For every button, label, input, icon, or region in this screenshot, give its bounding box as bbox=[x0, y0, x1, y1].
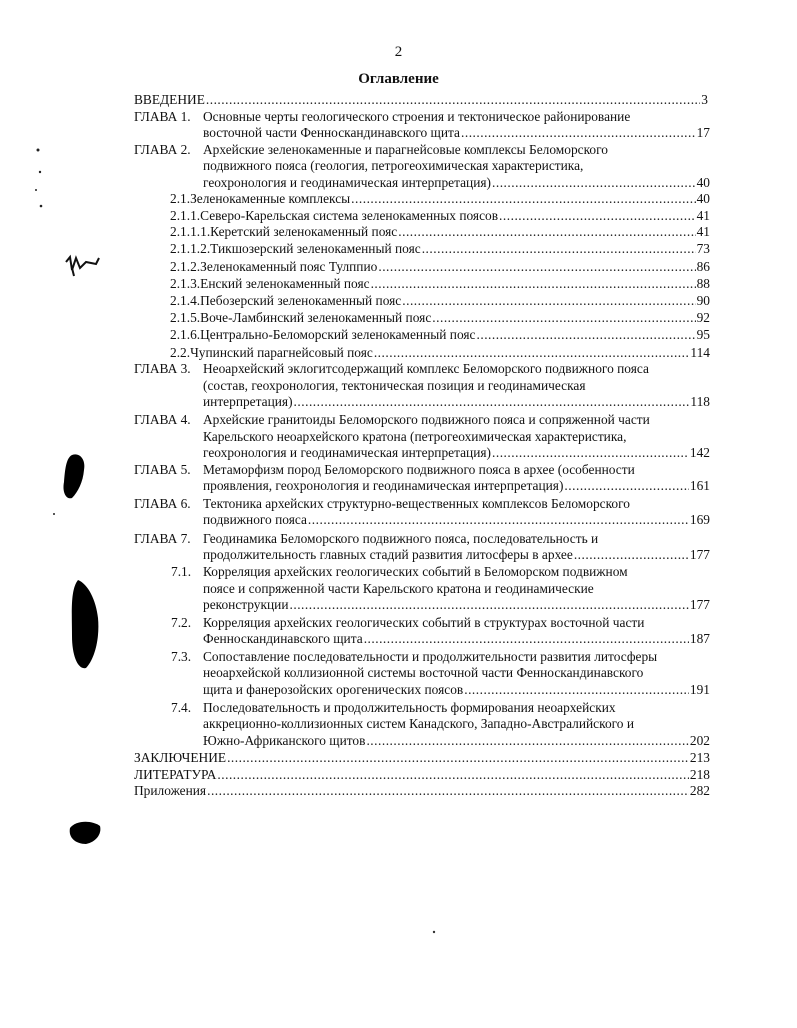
toc-entry-7-1[interactable] bbox=[203, 597, 710, 613]
toc-page-number: 17 bbox=[696, 125, 710, 140]
toc-entry-label: Керетский зеленокаменный пояс bbox=[210, 224, 398, 239]
toc-entry-text: подвижного пояса (геология, петрогеохимическая характеристика, bbox=[203, 158, 584, 173]
leader-dots bbox=[207, 783, 689, 799]
toc-section-number: 2.1.1.2. bbox=[170, 241, 211, 256]
leader-dots bbox=[564, 478, 688, 494]
toc-entry-text: Архейские гранитоиды Беломорского подвижного пояса и сопряженной части bbox=[203, 412, 650, 427]
leader-dots bbox=[464, 682, 689, 698]
toc-chapter-number: ГЛАВА 6. bbox=[134, 496, 191, 511]
toc-entry-text: Корреляция архейских геологических событий в структурах восточной части bbox=[203, 615, 645, 630]
toc-page-number: 73 bbox=[696, 241, 710, 256]
toc-page-number: 202 bbox=[689, 733, 710, 748]
toc-entry-label: щита и фанерозойских орогенических поясов bbox=[203, 682, 464, 697]
toc-section-number: 2.1.5. bbox=[170, 310, 201, 325]
leader-dots bbox=[206, 92, 700, 108]
toc-section-number: 2.1.2. bbox=[170, 259, 201, 274]
toc-section-number: 2.1.6. bbox=[170, 327, 201, 342]
toc-entry-ch1[interactable] bbox=[203, 125, 710, 141]
toc-section-number: 2.1.1.1. bbox=[170, 224, 211, 239]
toc-section-number: 7.4. bbox=[171, 700, 192, 715]
toc-entry-conclusion[interactable] bbox=[134, 750, 710, 766]
toc-entry-text: аккреционно-коллизионных систем Канадского, Западно-Австралийского и bbox=[203, 716, 635, 731]
toc-entry-label: Северо-Карельская система зеленокаменных поясов bbox=[200, 208, 499, 223]
toc-entry-label: интерпретация) bbox=[203, 394, 293, 409]
toc-entry-label: Пебозерский зеленокаменный пояс bbox=[200, 293, 402, 308]
toc-entry-text: Геодинамика Беломорского подвижного пояса, последовательность и bbox=[203, 531, 599, 546]
toc-entry-text: Сопоставление последовательности и продолжительности развития литосферы bbox=[203, 649, 658, 664]
leader-dots bbox=[422, 241, 696, 257]
leader-dots bbox=[308, 512, 689, 528]
speck bbox=[35, 189, 37, 191]
toc-entry-7-2[interactable] bbox=[203, 631, 710, 647]
toc-entry-text: Метаморфизм пород Беломорского подвижного пояса в архее (особенности bbox=[203, 462, 635, 477]
toc-entry-text: поясе и сопряженной части Карельского кратона и геодинамические bbox=[203, 581, 594, 596]
speck bbox=[53, 513, 55, 515]
toc-entry-label: реконструкции bbox=[203, 597, 289, 612]
leader-dots bbox=[492, 445, 689, 461]
leader-dots bbox=[492, 175, 696, 191]
leader-dots bbox=[477, 327, 696, 343]
margin-scribble bbox=[66, 257, 99, 276]
toc-entry-ch3[interactable] bbox=[203, 394, 710, 410]
toc-entry-intro[interactable] bbox=[134, 92, 708, 108]
toc-page-number: 187 bbox=[689, 631, 710, 646]
toc-page-number: 142 bbox=[689, 445, 710, 460]
leader-dots bbox=[499, 208, 696, 224]
leader-dots bbox=[402, 293, 695, 309]
toc-page-number: 177 bbox=[689, 597, 710, 612]
toc-entry-label: геохронология и геодинамическая интерпретация) bbox=[203, 445, 491, 460]
toc-entry-label: продолжительность главных стадий развития литосферы в архее bbox=[203, 547, 573, 562]
leader-dots bbox=[366, 733, 688, 749]
leader-dots bbox=[378, 259, 695, 275]
toc-entry-text: Последовательность и продолжительность формирования неоархейских bbox=[203, 700, 616, 715]
toc-entry-literature[interactable] bbox=[134, 767, 710, 783]
toc-page-number: 41 bbox=[696, 224, 710, 239]
toc-entry-7-3[interactable] bbox=[203, 682, 710, 698]
ink-blot-3 bbox=[70, 822, 101, 844]
toc-page-number: 86 bbox=[696, 259, 710, 274]
toc-entry-label: геохронология и геодинамическая интерпретация) bbox=[203, 175, 491, 190]
toc-entry-ch6[interactable] bbox=[203, 512, 710, 528]
toc-entry-label: Воче-Ламбинский зеленокаменный пояс bbox=[200, 310, 432, 325]
leader-dots bbox=[398, 224, 695, 240]
toc-entry-2-1-5[interactable] bbox=[170, 310, 710, 326]
toc-page-number: 92 bbox=[696, 310, 710, 325]
toc-section-number: 2.1. bbox=[170, 191, 191, 206]
toc-page-number: 90 bbox=[696, 293, 710, 308]
leader-dots bbox=[294, 394, 690, 410]
toc-entry-ch2[interactable] bbox=[203, 175, 710, 191]
toc-section-number: 2.1.4. bbox=[170, 293, 201, 308]
toc-section-number: 2.2. bbox=[170, 345, 191, 360]
toc-entry-2-2[interactable] bbox=[170, 345, 710, 361]
toc-entry-label: ВВЕДЕНИЕ bbox=[134, 92, 205, 107]
toc-section-number: 7.2. bbox=[171, 615, 192, 630]
toc-entry-2-1[interactable] bbox=[170, 191, 710, 207]
leader-dots bbox=[461, 125, 696, 141]
toc-section-number: 2.1.1. bbox=[170, 208, 201, 223]
toc-entry-label: Центрально-Беломорский зеленокаменный пояс bbox=[200, 327, 476, 342]
leader-dots bbox=[217, 767, 689, 783]
toc-entry-text: Корреляция архейских геологических событий в Беломорском подвижном bbox=[203, 564, 628, 579]
ink-blot-1 bbox=[63, 454, 84, 498]
toc-entry-2-1-1-2[interactable] bbox=[170, 241, 710, 257]
toc-entry-ch7[interactable] bbox=[203, 547, 710, 563]
toc-page-number: 161 bbox=[689, 478, 710, 493]
leader-dots bbox=[351, 191, 695, 207]
toc-entry-text: неоархейской коллизионной системы восточной части Фенноскандинавского bbox=[203, 665, 644, 680]
toc-entry-label: Чупинский парагнейсовый пояс bbox=[190, 345, 373, 360]
toc-entry-label: Зеленокаменный пояс Тулппио bbox=[200, 259, 378, 274]
toc-page-number: 169 bbox=[689, 512, 710, 527]
toc-entry-text: Тектоника архейских структурно-вещественных комплексов Беломорского bbox=[203, 496, 630, 511]
toc-title: Оглавление bbox=[358, 71, 439, 87]
toc-entry-label: ЗАКЛЮЧЕНИЕ bbox=[134, 750, 227, 765]
toc-entry-appendix[interactable] bbox=[134, 783, 710, 799]
toc-page-number: 282 bbox=[689, 783, 710, 798]
toc-page-number: 41 bbox=[696, 208, 710, 223]
speck bbox=[433, 931, 435, 933]
toc-page-number: 95 bbox=[696, 327, 710, 342]
leader-dots bbox=[432, 310, 695, 326]
speck bbox=[37, 149, 40, 152]
toc-entry-ch5[interactable] bbox=[203, 478, 710, 494]
ink-blot-2 bbox=[72, 580, 99, 668]
toc-entry-text: Неоархейский эклогитсодержащий комплекс Беломорского подвижного пояса bbox=[203, 361, 649, 376]
leader-dots bbox=[227, 750, 689, 766]
toc-entry-label: Фенноскандинавского щита bbox=[203, 631, 363, 646]
toc-entry-text: Карельского неоархейского кратона (петрогеохимическая характеристика, bbox=[203, 429, 627, 444]
toc-chapter-number: ГЛАВА 5. bbox=[134, 462, 191, 477]
toc-page-number: 177 bbox=[689, 547, 710, 562]
toc-entry-7-4[interactable] bbox=[203, 733, 710, 749]
toc-chapter-number: ГЛАВА 3. bbox=[134, 361, 191, 376]
toc-entry-2-1-6[interactable] bbox=[170, 327, 710, 343]
toc-entry-label: подвижного пояса bbox=[203, 512, 307, 527]
toc-chapter-number: ГЛАВА 2. bbox=[134, 142, 191, 157]
toc-entry-label: Тикшозерский зеленокаменный пояс bbox=[210, 241, 421, 256]
toc-page-number: 40 bbox=[696, 175, 710, 190]
toc-entry-2-1-4[interactable] bbox=[170, 293, 710, 309]
toc-entry-2-1-1[interactable] bbox=[170, 208, 710, 224]
toc-page-number: 218 bbox=[689, 767, 710, 782]
toc-entry-label: ЛИТЕРАТУРА bbox=[134, 767, 217, 782]
toc-page-number: 213 bbox=[689, 750, 710, 765]
toc-chapter-number: ГЛАВА 7. bbox=[134, 531, 191, 546]
toc-entry-text: (состав, геохронология, тектоническая позиция и геодинамическая bbox=[203, 378, 586, 393]
toc-entry-text: Архейские зеленокаменные и парагнейсовые комплексы Беломорского bbox=[203, 142, 608, 157]
toc-chapter-number: ГЛАВА 4. bbox=[134, 412, 191, 427]
toc-entry-label: Енский зеленокаменный пояс bbox=[200, 276, 370, 291]
toc-section-number: 2.1.3. bbox=[170, 276, 201, 291]
toc-page-number: 88 bbox=[696, 276, 710, 291]
toc-entry-ch4[interactable] bbox=[203, 445, 710, 461]
toc-entry-2-1-2[interactable] bbox=[170, 259, 710, 275]
toc-page-number: 191 bbox=[689, 682, 710, 697]
toc-entry-text: Основные черты геологического строения и тектоническое районирование bbox=[203, 109, 631, 124]
toc-entry-label: Приложения bbox=[134, 783, 207, 798]
toc-entry-label: Зеленокаменные комплексы bbox=[190, 191, 351, 206]
toc-section-number: 7.1. bbox=[171, 564, 192, 579]
toc-entry-2-1-1-1[interactable] bbox=[170, 224, 710, 240]
leader-dots bbox=[364, 631, 689, 647]
toc-page-number: 114 bbox=[690, 345, 710, 360]
toc-page-number: 118 bbox=[690, 394, 710, 409]
toc-entry-label: проявления, геохронология и геодинамическая интерпретация) bbox=[203, 478, 564, 493]
toc-section-number: 7.3. bbox=[171, 649, 192, 664]
speck bbox=[39, 171, 41, 173]
speck bbox=[40, 205, 43, 208]
toc-chapter-number: ГЛАВА 1. bbox=[134, 109, 191, 124]
leader-dots bbox=[290, 597, 689, 613]
leader-dots bbox=[374, 345, 690, 361]
leader-dots bbox=[371, 276, 696, 292]
page-number: 2 bbox=[394, 44, 403, 60]
toc-page-number: 40 bbox=[696, 191, 710, 206]
leader-dots bbox=[574, 547, 689, 563]
toc-entry-label: восточной части Фенноскандинавского щита bbox=[203, 125, 460, 140]
toc-entry-2-1-3[interactable] bbox=[170, 276, 710, 292]
toc-entry-label: Южно-Африканского щитов bbox=[203, 733, 366, 748]
toc-page-number: 3 bbox=[701, 92, 708, 107]
